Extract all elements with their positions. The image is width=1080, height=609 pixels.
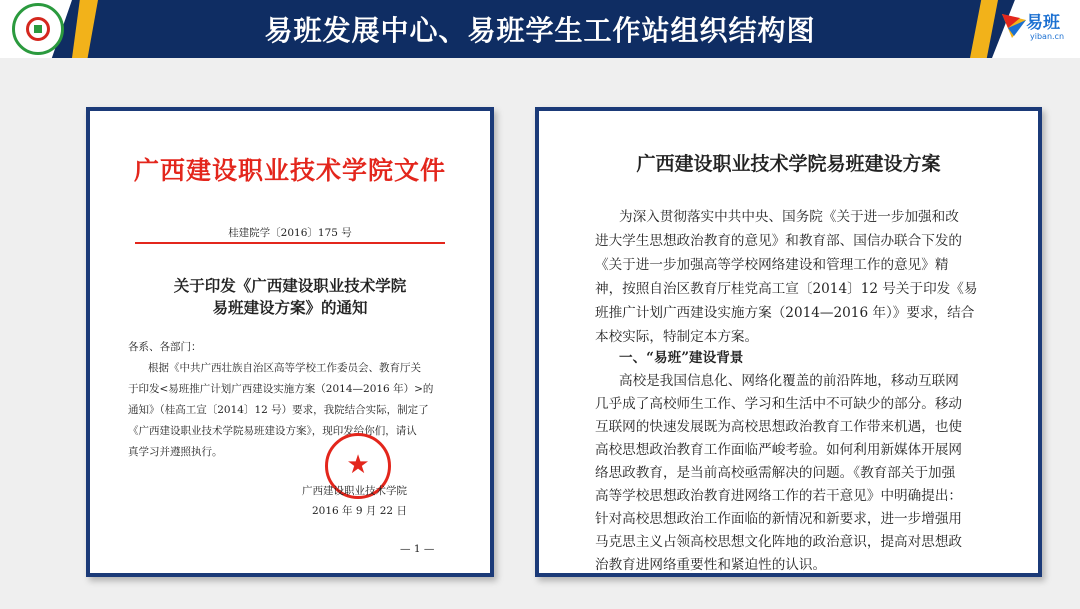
notice-letterhead: 广西建设职业技术学院文件 [133, 156, 446, 185]
yiban-logo-icon [1000, 10, 1028, 40]
construction-plan-document [535, 107, 1042, 577]
plan-section-heading: 一、“易班”建设背景 [619, 350, 744, 366]
yiban-logo [1000, 10, 1072, 48]
plan-title: 广西建设职业技术学院易班建设方案 [636, 153, 941, 175]
header-bar [0, 0, 1080, 58]
plan-body-line: 高校思想政治教育工作面临严峻考验。如何利用新媒体开展网 [595, 442, 963, 458]
letterhead-red-rule [135, 242, 445, 244]
notice-heading-line2: 易班建设方案》的通知 [212, 298, 368, 317]
notice-date: 2016 年 9 月 22 日 [312, 505, 407, 517]
notice-heading-line1: 关于印发《广西建设职业技术学院 [173, 276, 407, 295]
notice-body-line: 通知》（桂高工宣〔2014〕12 号）要求，我院结合实际，制定了 [128, 404, 429, 416]
notice-body-line: 各系、各部门： [128, 341, 202, 353]
plan-body-line: 班推广计划广西建设实施方案（2014—2016 年）》要求，结合 [595, 305, 975, 321]
notice-body-line: 根据《中共广西壮族自治区高等学校工作委员会、教育厅关 [148, 362, 421, 374]
plan-body-line: 为深入贯彻落实中共中央、国务院《关于进一步加强和改 [619, 209, 959, 225]
plan-body-line: 神，按照自治区教育厅桂党高工宣〔2014〕12 号关于印发《易 [595, 281, 978, 297]
plan-body-line: 针对高校思想政治工作面临的新情况和新要求，进一步增强用 [595, 511, 963, 527]
plan-body-line: 进大学生思想政治教育的意见》和教育部、国信办联合下发的 [595, 233, 963, 249]
yiban-logo-subtext: yiban.cn [1030, 32, 1065, 41]
plan-body-line: 络思政教育，是当前高校亟需解决的问题。《教育部关于加强 [595, 465, 956, 481]
yiban-logo-text: 易班 [1026, 13, 1060, 33]
notice-body-line: 《广西建设职业技术学院易班建设方案》，现印发给你们，请认 [128, 425, 417, 437]
notice-doc-number: 桂建院学〔2016〕175 号 [228, 227, 352, 239]
plan-body-line: 几乎成了高校师生工作、学习和生活中不可缺少的部分。移动 [595, 396, 963, 412]
notice-body-line: 于印发<易班推广计划广西建设实施方案（2014—2016 年）>的 [128, 383, 434, 395]
notice-page-number: — 1 — [400, 543, 435, 555]
plan-body-line: 本校实际，特制定本方案。 [595, 329, 759, 345]
plan-body-line: 高校是我国信息化、网络化覆盖的前沿阵地，移动互联网 [619, 373, 959, 389]
notice-signature: 广西建设职业技术学院 [302, 485, 407, 497]
plan-body-line: 马克思主义占领高校思想文化阵地的政治意识，提高对思想政 [595, 534, 963, 550]
plan-body-line: 治教育进网络重要性和紧迫性的认识。 [595, 557, 827, 573]
plan-body-line: 高等学校思想政治教育进网络工作的若干意见》中明确提出： [595, 488, 963, 504]
seal-star-icon: ★ [346, 450, 370, 480]
official-notice-document [86, 107, 494, 577]
page-title: 易班发展中心、易班学生工作站组织结构图 [264, 14, 816, 47]
plan-body-line: 《关于进一步加强高等学校网络建设和管理工作的意见》精 [595, 257, 949, 273]
plan-body-line: 互联网的快速发展既为高校思想政治教育工作带来机遇，也使 [595, 419, 963, 435]
notice-body-line: 真学习并遵照执行。 [128, 446, 223, 458]
